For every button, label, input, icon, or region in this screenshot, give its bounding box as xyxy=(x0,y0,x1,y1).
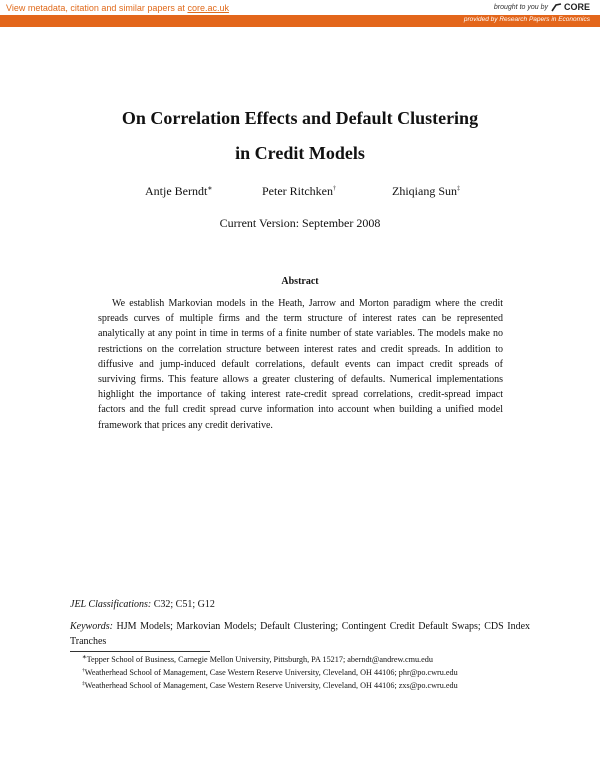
footnote-divider xyxy=(70,651,210,652)
core-metadata-text xyxy=(6,3,229,13)
footnote-mark: † xyxy=(82,667,85,674)
footnote-text: Weatherhead School of Management, Case Western Reserve University, Cleveland, OH 44106; zxs@po.cwru.edu xyxy=(84,681,458,690)
core-metadata-label: View metadata, citation and similar papers at xyxy=(6,3,188,13)
jel-classifications xyxy=(70,599,215,610)
author-2 xyxy=(262,184,336,199)
footnote-mark: ‡ xyxy=(82,680,85,687)
author-mark: † xyxy=(332,186,336,192)
footnote-3 xyxy=(82,681,458,690)
brought-by-text: brought to you by xyxy=(493,3,548,11)
abstract-heading: Abstract xyxy=(281,276,319,287)
provided-by-text: provided by Research Papers in Economics xyxy=(463,16,590,23)
keywords-label: Keywords: xyxy=(70,621,113,632)
footnote-1 xyxy=(82,655,433,664)
author-name: Antje Berndt xyxy=(145,184,208,198)
abstract-body: We establish Markovian models in the Heath, Jarrow and Morton paradigm where the credit spreads curves of multiple firms and the term structure of interest rates can be represented analytically at any point in time in terms of a finite number of state variables. The models make no restrictions on the correlation structure between interest rates and credit spreads. In addition to diffusive and jump-induced default correlations, default events can impact credit spreads of surviving firms. This feature allows a greater clustering of defaults. Numerical implementations highlight the importance of taking interest rate-credit spread correlations, credit-spread impact factors and the full credit spread curve information into account when building a unified model framework that prices any credit derivative. xyxy=(98,298,503,431)
author-name: Zhiqiang Sun xyxy=(392,184,457,198)
core-logo[interactable] xyxy=(551,2,590,12)
version-date: Current Version: September 2008 xyxy=(219,216,381,230)
author-1 xyxy=(145,184,212,199)
footnote-2 xyxy=(82,668,458,677)
footnote-mark: ∗ xyxy=(82,654,87,661)
core-logo-text: CORE xyxy=(563,2,590,12)
core-logo-icon xyxy=(551,3,562,12)
author-3 xyxy=(392,184,460,199)
paper-title-line-2: in Credit Models xyxy=(235,143,365,163)
keywords-value: HJM Models; Markovian Models; Default Clustering; Contingent Credit Default Swaps; CDS Index Tranches xyxy=(70,621,531,647)
author-mark: ∗ xyxy=(207,186,213,192)
footnote-text: Weatherhead School of Management, Case Western Reserve University, Cleveland, OH 44106; phr@po.cwru.edu xyxy=(84,668,458,677)
core-brand[interactable] xyxy=(494,2,590,12)
author-name: Peter Ritchken xyxy=(262,184,333,198)
keywords xyxy=(70,619,530,649)
core-link[interactable]: core.ac.uk xyxy=(187,3,229,13)
provider-strip xyxy=(0,15,600,27)
footnote-text: Tepper School of Business, Carnegie Mellon University, Pittsburgh, PA 15217; aberndt@andrew.cmu.edu xyxy=(86,655,433,664)
paper-title-line-1: On Correlation Effects and Default Clustering xyxy=(121,108,479,128)
jel-value: C32; C51; G12 xyxy=(153,599,215,610)
author-mark: ‡ xyxy=(457,186,460,192)
jel-label: JEL Classifications: xyxy=(70,599,152,610)
